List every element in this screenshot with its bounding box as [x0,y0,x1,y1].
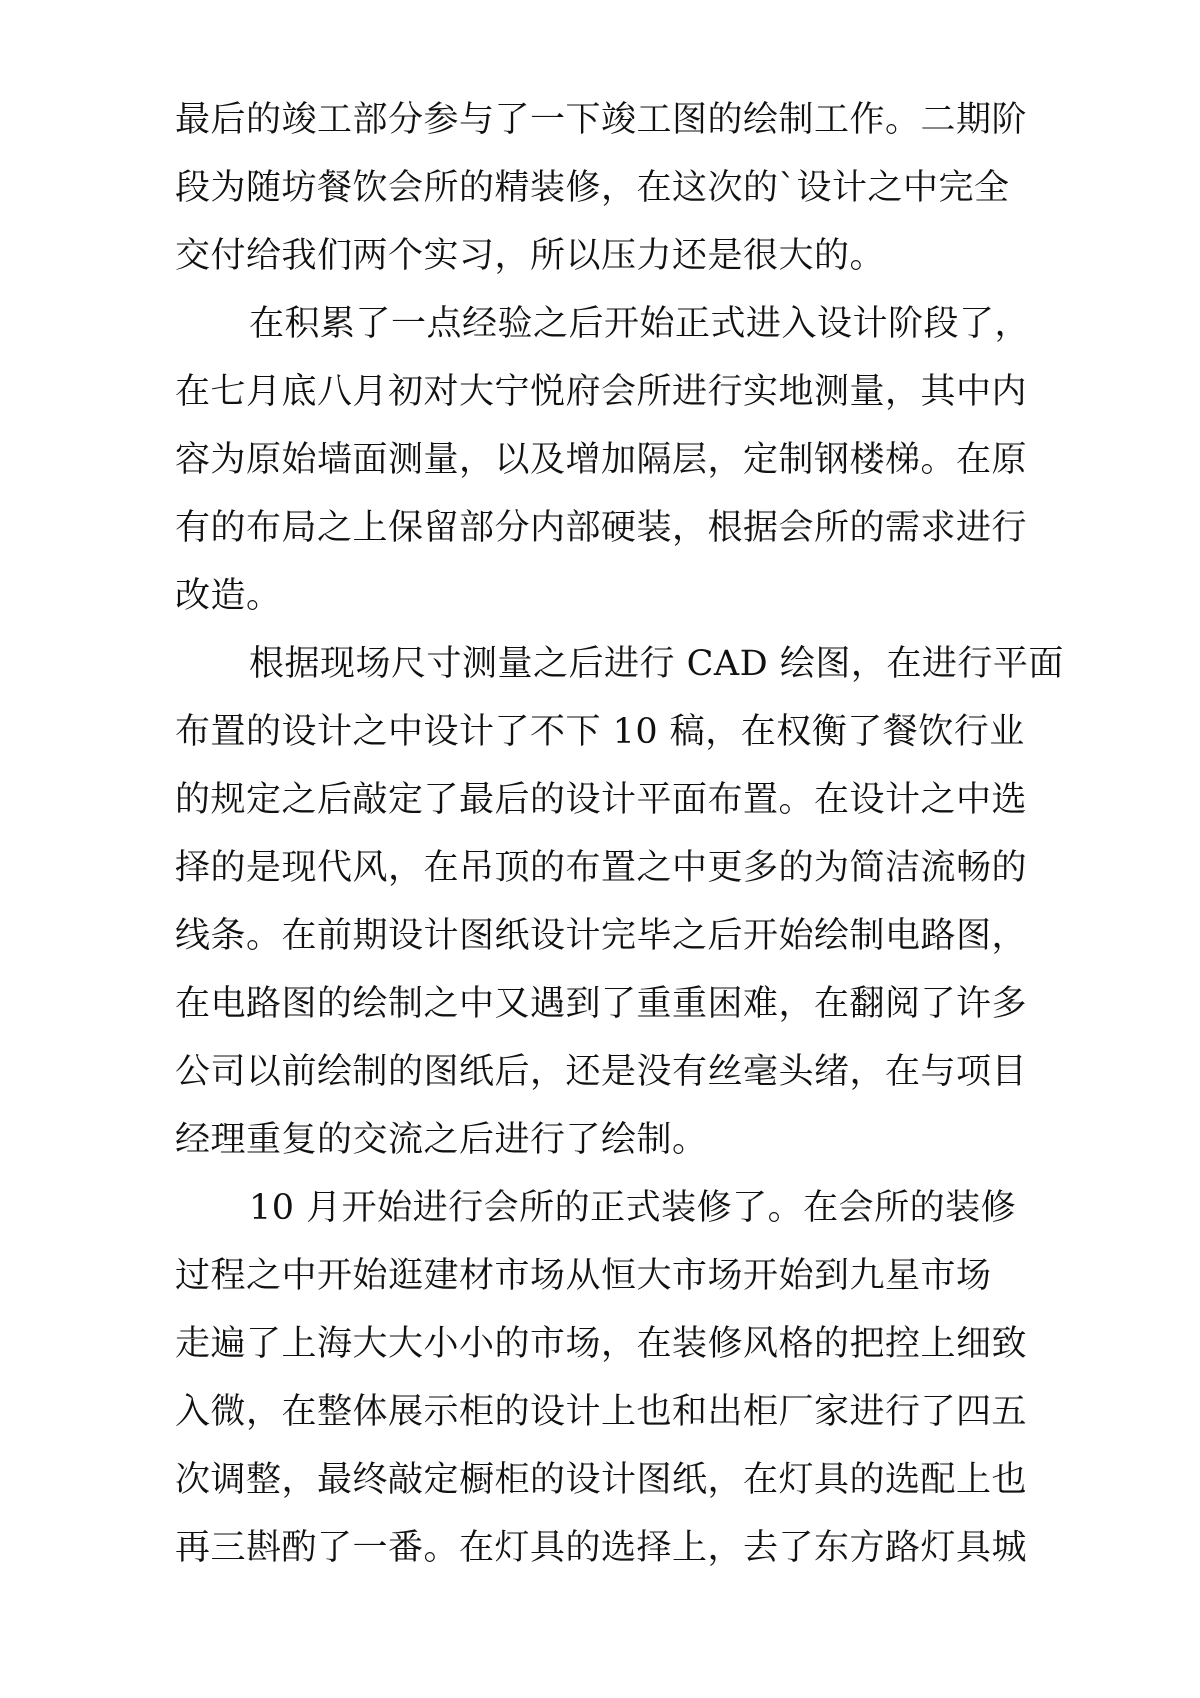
text-line: 过程之中开始逛建材市场从恒大市场开始到九星市场 [175,1256,992,1296]
text-line: 线条。在前期设计图纸设计完毕之后开始绘制电路图， [175,916,1028,956]
text-line: 次调整，最终敲定橱柜的设计图纸，在灯具的选配上也 [175,1460,1028,1500]
text-line: 改造。 [175,576,282,616]
text-line: 交付给我们两个实习，所以压力还是很大的。 [175,236,886,276]
text-line: 最后的竣工部分参与了一下竣工图的绘制工作。二期阶 [175,100,1028,140]
text-line: 公司以前绘制的图纸后，还是没有丝毫头绪，在与项目 [175,1052,1028,1092]
paragraph-first-line: 在积累了一点经验之后开始正式进入设计阶段了， [249,304,1031,344]
text-line: 走遍了上海大大小小的市场，在装修风格的把控上细致 [175,1324,1028,1364]
text-line: 有的布局之上保留部分内部硬装，根据会所的需求进行 [175,508,1028,548]
text-line: 布置的设计之中设计了不下 10 稿，在权衡了餐饮行业 [175,712,1025,752]
text-line: 再三斟酌了一番。在灯具的选择上，去了东方路灯具城 [175,1528,1028,1568]
text-line: 择的是现代风，在吊顶的布置之中更多的为简洁流畅的 [175,848,1028,888]
paragraph-first-line: 根据现场尺寸测量之后进行 CAD 绘图，在进行平面 [249,644,1064,684]
text-line: 在电路图的绘制之中又遇到了重重困难，在翻阅了许多 [175,984,1028,1024]
text-line: 在七月底八月初对大宁悦府会所进行实地测量，其中内 [175,372,1028,412]
text-line: 的规定之后敲定了最后的设计平面布置。在设计之中选 [175,780,1028,820]
paragraph-first-line: 10 月开始进行会所的正式装修了。在会所的装修 [249,1188,1017,1228]
text-line: 容为原始墙面测量，以及增加隔层，定制钢楼梯。在原 [175,440,1028,480]
text-line: 入微，在整体展示柜的设计上也和出柜厂家进行了四五 [175,1392,1028,1432]
text-line: 段为随坊餐饮会所的精装修，在这次的`设计之中完全 [175,168,1010,208]
text-line: 经理重复的交流之后进行了绘制。 [175,1120,708,1160]
document-body [175,86,1064,1582]
